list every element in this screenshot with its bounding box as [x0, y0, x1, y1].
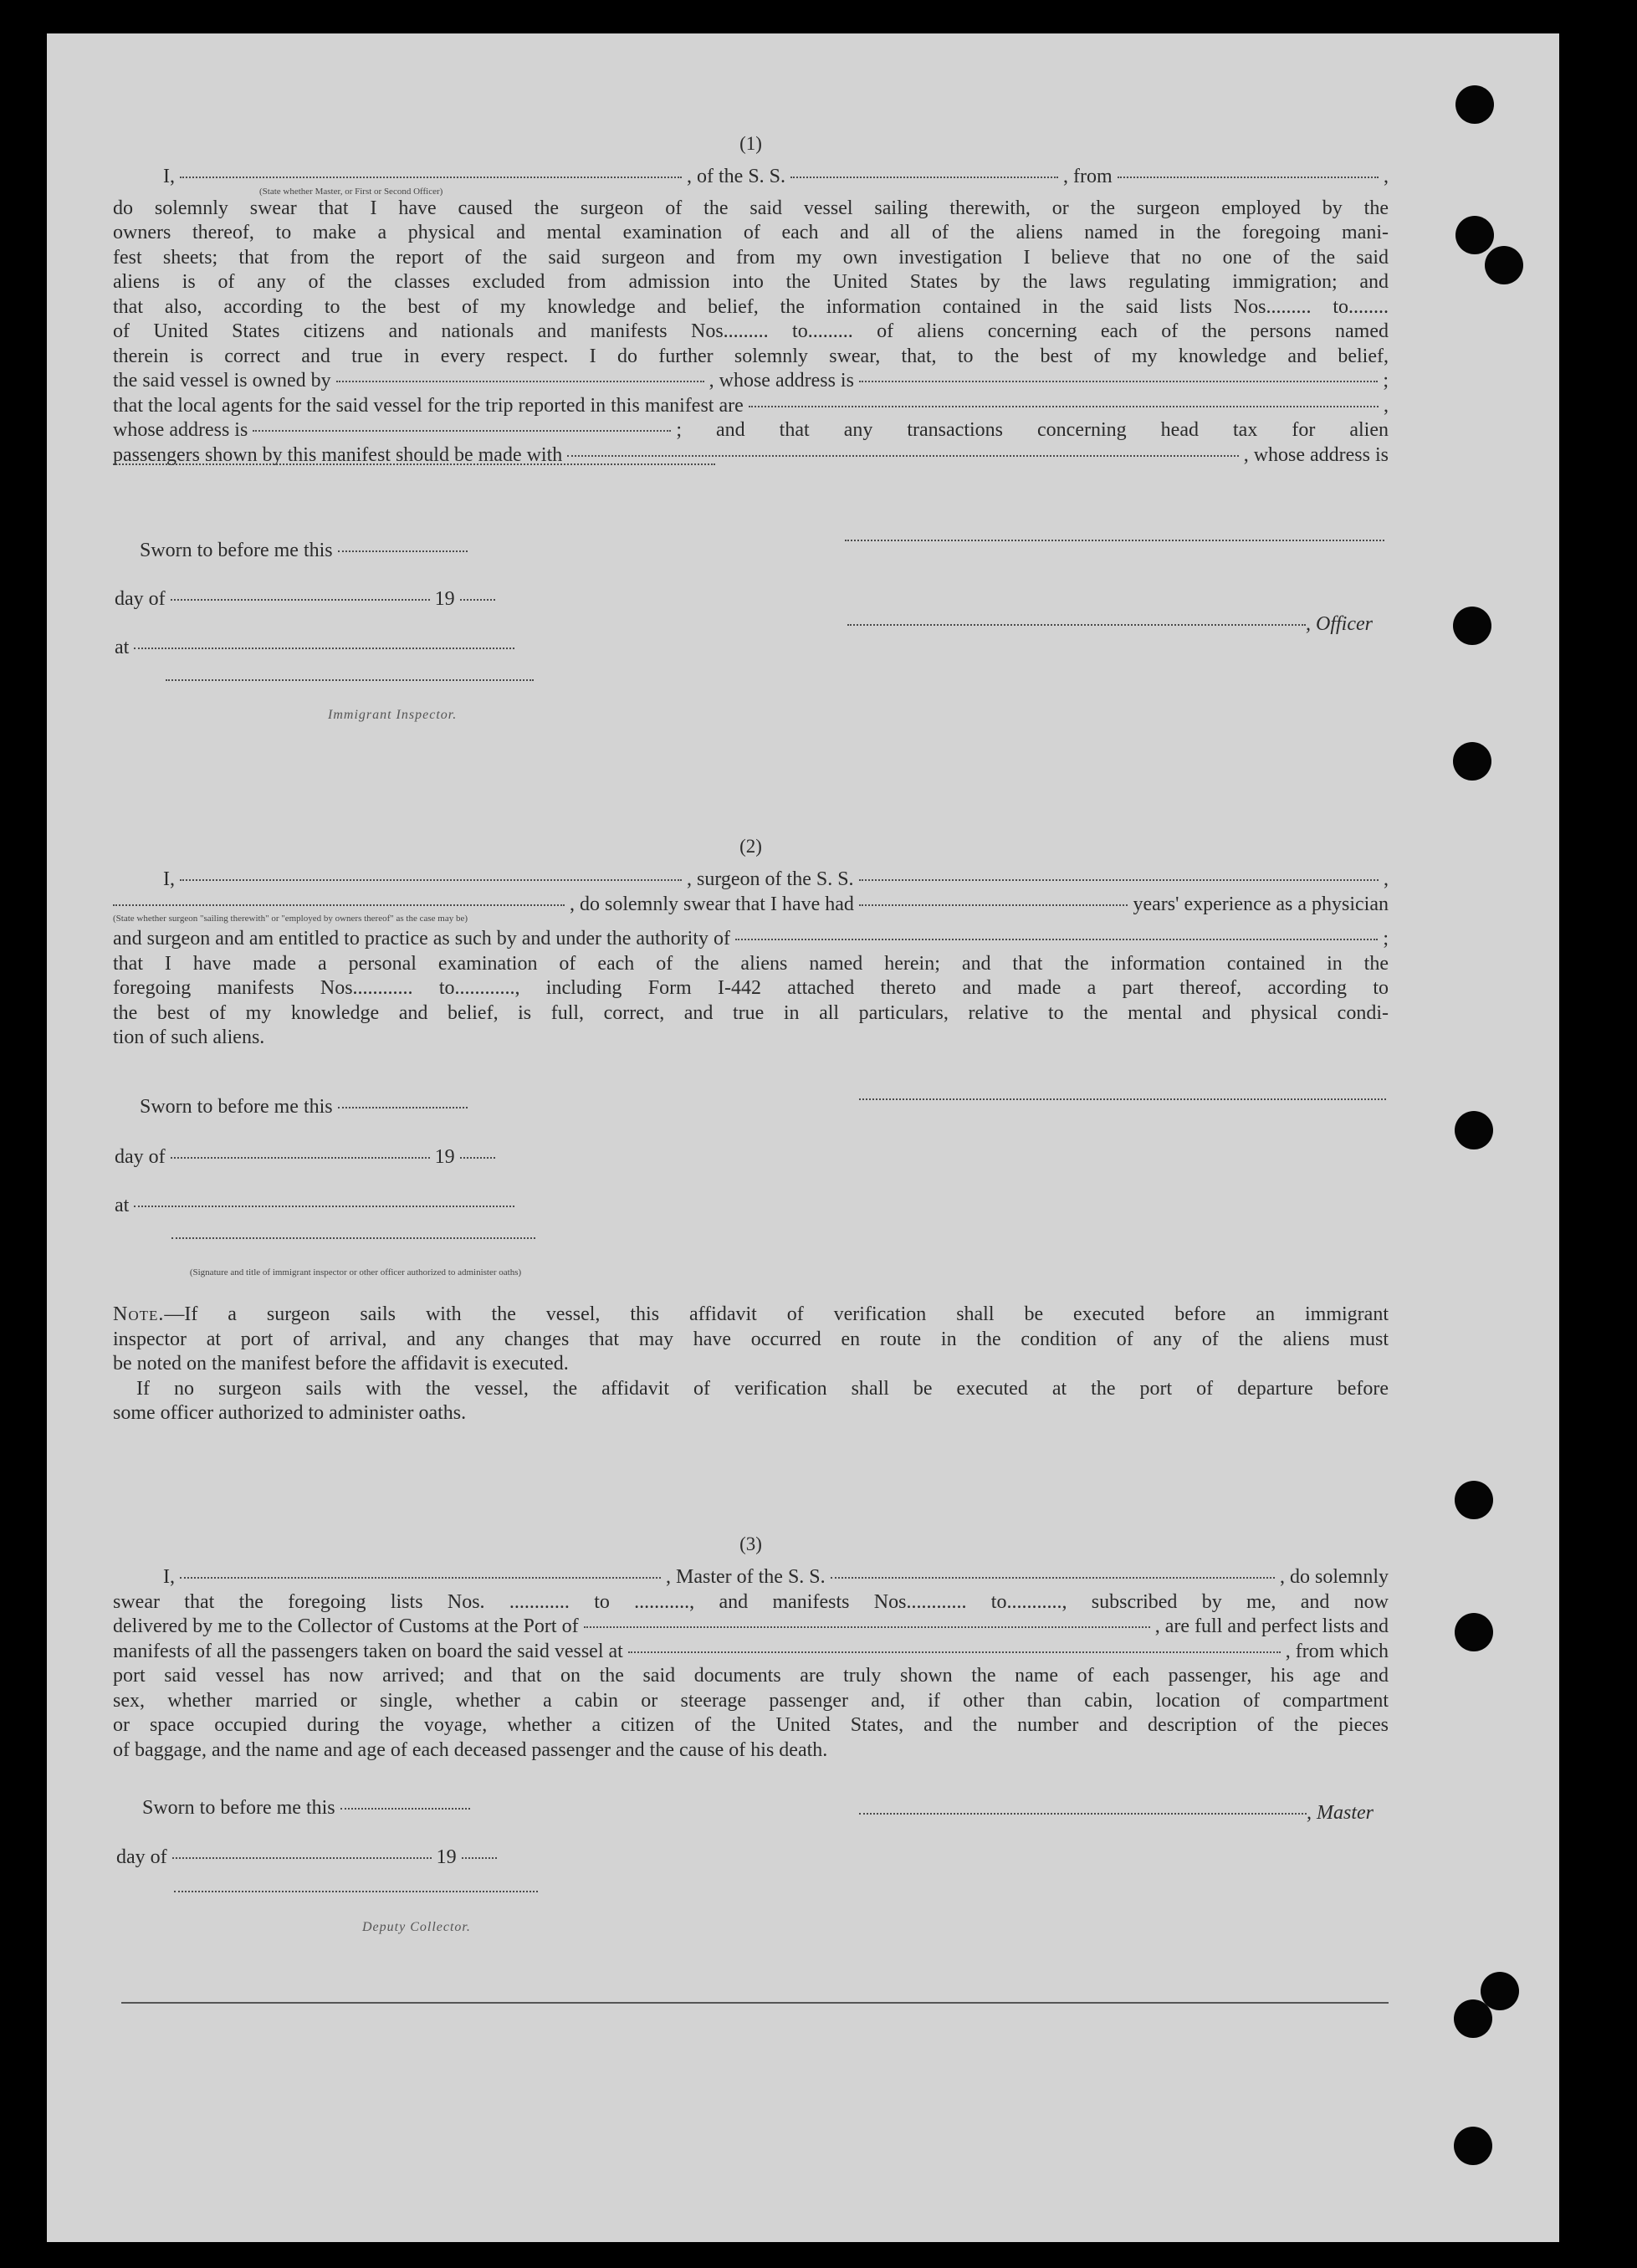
sworn-line-3: Sworn to before me this [142, 1797, 470, 1820]
note-label: Note. [113, 1303, 165, 1325]
year-blank[interactable] [460, 599, 495, 601]
sworn-line-2: Sworn to before me this [140, 1096, 468, 1119]
officer-line: I, , of the S. S. , from , [163, 166, 1389, 187]
officer-name-blank[interactable] [180, 177, 682, 178]
punch-hole [1454, 2127, 1492, 2165]
authority-line: and surgeon and am entitled to practice as such by and under the authority of ; [113, 928, 1389, 950]
surgeon-name-blank[interactable] [180, 879, 682, 881]
owner-line: the said vessel is owned by , whose address is ; [113, 370, 1389, 392]
surgeon-status-blank[interactable] [113, 904, 565, 906]
surgeon-line: I, , surgeon of the S. S. , [163, 868, 1389, 890]
officer-hint: (State whether Master, or First or Second Officer) [259, 186, 443, 197]
year-blank[interactable] [460, 1157, 495, 1159]
bottom-rule [121, 2002, 1389, 2004]
punch-hole [1485, 246, 1523, 284]
collector-caption: Deputy Collector. [362, 1920, 471, 1934]
section-number: (1) [739, 133, 762, 154]
agents-line: that the local agents for the said vessel for the trip reported in this manifest are , [113, 394, 1389, 417]
surgeon-signature-blank[interactable] [859, 1098, 1386, 1100]
day-line-1: day of 19 [115, 588, 495, 611]
head-tax-line: passengers shown by this manifest should be made with , whose address is [113, 443, 1389, 466]
punch-hole [1455, 1613, 1493, 1651]
punch-hole [1453, 742, 1491, 781]
agents-address-line: whose address is ; and that any transactions concerning head tax for alien [113, 419, 1389, 441]
punch-hole [1454, 1999, 1492, 2038]
sworn-line-1: Sworn to before me this [140, 540, 468, 562]
port-blank[interactable] [584, 1626, 1150, 1628]
officer-sig-line: , Officer [847, 613, 1373, 636]
section-number: (3) [739, 1533, 762, 1554]
officer-signature-blank[interactable] [847, 624, 1306, 626]
owner-address-blank[interactable] [859, 381, 1378, 382]
place-blank[interactable] [134, 1206, 514, 1207]
signature-hint: (Signature and title of immigrant inspector or other officer authorized to administer oaths) [189, 1267, 522, 1277]
section-2 [113, 834, 1389, 1051]
note-block: Note.—If a surgeon sails with the vessel, this affidavit of verification shall be executed before an immigrant inspector at port of arrival, and any changes that may have occurred en route in the condition of any of the aliens must be noted on the manifest before the affidavit is executed. If no surgeon sails with the vessel, the affidavit of verification shall be executed at the port of departure before some officer authorized to administer oaths. [113, 1303, 1389, 1424]
inspector-signature-blank[interactable] [171, 1237, 535, 1239]
experience-line: , do solemnly swear that I have had years' experience as a physician [113, 893, 1389, 918]
master-line: I, , Master of the S. S. , do solemnly [163, 1566, 1389, 1588]
sworn-date-blank[interactable] [338, 1107, 468, 1108]
collector-line: delivered by me to the Collector of Customs at the Port of , are full and perfect lists and [113, 1615, 1389, 1637]
day-blank[interactable] [171, 1157, 430, 1159]
punch-hole [1455, 85, 1494, 124]
inspector-caption: Immigrant Inspector. [328, 708, 458, 722]
agents-address-blank[interactable] [253, 430, 671, 432]
day-blank[interactable] [171, 599, 430, 601]
section-3: (3) I, , Master of the S. S. , do solemnly swear that the foregoing lists Nos. ............ to ..........., and manifests Nos............ to..........., subscribed by me, and now delivered by me to the Collector of Customs at the Port of , are full and perfect lists and manifests of all the passengers taken on board the said vessel at , from which port said vessel has now arrived; and that on the said documents are truly shown the name of each passenger, his age and sex, whether married or single, whether a cabin or steerage passenger and, if other than cabin, location of compartment or space occupied during the voyage, whether a citizen of the United States, and the number and description of the pieces of baggage, and the name and age of each deceased passenger and the cause of his death. [113, 1532, 1389, 1763]
head-tax-blank[interactable] [567, 455, 1238, 457]
section-1 [113, 131, 1389, 484]
collector-sig-line [174, 1895, 538, 1897]
master-name-blank[interactable] [180, 1577, 661, 1579]
owner-blank[interactable] [336, 381, 704, 382]
at-line-2: at [115, 1195, 514, 1217]
inspector-sig-line [166, 683, 534, 685]
vessel-name-blank[interactable] [831, 1577, 1275, 1579]
day-blank[interactable] [172, 1857, 432, 1859]
boarding-port-blank[interactable] [628, 1651, 1281, 1653]
punch-hole [1453, 607, 1491, 645]
officer-sig-extra-line [845, 544, 1384, 545]
at-line-1: at [115, 637, 514, 659]
vessel-name-blank[interactable] [790, 177, 1058, 178]
surgeon-hint: (State whether surgeon "sailing therewith" or "employed by owners thereof" as the case may be) [113, 914, 468, 924]
punch-hole [1455, 1481, 1493, 1519]
year-blank[interactable] [462, 1857, 497, 1859]
section-number: (2) [739, 836, 762, 857]
punch-hole [1455, 1111, 1493, 1149]
head-tax-address-line [113, 468, 1389, 484]
head-tax-address-blank[interactable] [113, 463, 715, 465]
oath-paragraph: do solemnly swear that I have caused the surgeon of the said vessel sailing therewith, or the surgeon employed by the owners thereof, to make a physical and mental examination of each and all of the aliens named in the foregoing mani- fest sheets; that from the report of the said surgeon and from my own investigation I believe that no one of the said aliens is of any of the classes excluded from admission into the United States by the laws regulating immigration; and that also, according to the best of my knowledge and belief, the information contained in the said lists Nos......... to........ of United States citizens and nationals and manifests Nos......... to......... of aliens concerning each of the persons named therein is correct and true in every respect. I do further solemnly swear, that, to the best of my knowledge and belief, [113, 197, 1389, 367]
master-paragraph: port said vessel has now arrived; and that on the said documents are truly shown the name of each passenger, his age and sex, whether married or single, whether a cabin or steerage passenger and, if other than cabin, location of compartment or space occupied during the voyage, whether a citizen of the United States, and the number and description of the pieces of baggage, and the name and age of each deceased passenger and the cause of his death. [113, 1665, 1389, 1761]
place-blank[interactable] [134, 648, 514, 649]
punch-hole [1455, 216, 1494, 254]
sworn-date-blank[interactable] [338, 550, 468, 552]
authority-blank[interactable] [735, 939, 1378, 940]
inspector-sig-line-2 [171, 1242, 535, 1243]
inspector-signature-blank[interactable] [166, 679, 534, 681]
master-sig-line: , Master [859, 1802, 1374, 1825]
from-port-blank[interactable] [1118, 177, 1379, 178]
day-line-3: day of 19 [116, 1846, 497, 1869]
master-signature-blank[interactable] [859, 1813, 1307, 1815]
years-blank[interactable] [859, 904, 1128, 906]
agents-blank[interactable] [749, 406, 1379, 407]
day-line-2: day of 19 [115, 1146, 495, 1169]
surgeon-paragraph: that I have made a personal examination of each of the aliens named herein; and that the information contained in the foregoing manifests Nos............ to............, including Form I-442 attached thereto and made a part thereof, according to the best of my knowledge and belief, is full, correct, and true in all particulars, relative to the mental and physical condi- tion of such aliens. [113, 952, 1389, 1048]
boarding-line: manifests of all the passengers taken on board the said vessel at , from which [113, 1640, 1389, 1662]
vessel-name-blank[interactable] [859, 879, 1379, 881]
surgeon-sig-line [859, 1103, 1386, 1104]
sworn-date-blank[interactable] [340, 1808, 470, 1810]
collector-signature-blank[interactable] [174, 1891, 538, 1892]
